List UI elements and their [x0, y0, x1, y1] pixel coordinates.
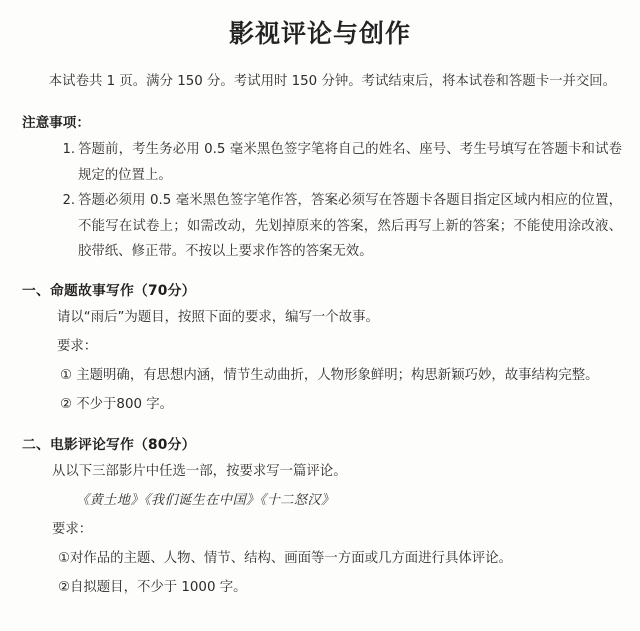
- section-heading: 二、电影评论写作（80分）: [22, 436, 196, 453]
- document-body: [0, 69, 640, 602]
- exam-intro-paragraph: 本试卷共 1 页。满分 150 分。考试用时 150 分钟。考试结束后，将本试卷和答题卡一并交回。: [48, 74, 617, 90]
- section-film-review-writing: [22, 433, 622, 602]
- section-prompt: 请以“雨后”为题目，按照下面的要求，编写一个故事。: [57, 309, 379, 325]
- section-body: [22, 457, 622, 602]
- requirements-label: 要求：: [57, 338, 98, 354]
- notice-item-number: 2.: [62, 193, 75, 209]
- section-prompt: 从以下三部影片中任选一部，按要求写一篇评论。: [52, 463, 347, 479]
- requirement-item: ① 主题明确，有思想内涵，情节生动曲折，人物形象鲜明；构思新颖巧妙，故事结构完整。: [60, 367, 599, 383]
- section-story-writing: [22, 279, 622, 419]
- notice-item-text: 答题前，考生务必用 0.5 毫米黑色签字笔将自己的姓名、座号、考生号填写在答题卡和试卷规定的位置上。: [78, 142, 622, 183]
- requirement-item: ①对作品的主题、人物、情节、结构、画面等一方面或几方面进行具体评论。: [58, 550, 512, 566]
- notice-list-item: [22, 188, 622, 265]
- notice-list: [22, 137, 622, 265]
- notice-item-number: 1.: [62, 142, 75, 158]
- page-title: 影视评论与创作: [228, 19, 411, 48]
- requirement-item: ②自拟题目，不少于 1000 字。: [58, 579, 247, 595]
- notice-heading: 注意事项：: [22, 115, 90, 132]
- requirement-item: ② 不少于800 字。: [60, 396, 174, 412]
- film-title-list: 《黄土地》《我们诞生在中国》《十二怒汉》: [76, 492, 335, 508]
- section-body: [22, 303, 622, 419]
- requirements-label: 要求：: [52, 521, 93, 537]
- notice-list-item: [22, 137, 622, 188]
- notice-item-text: 答题必须用 0.5 毫米黑色签字笔作答，答案必须写在答题卡各题目指定区域内相应的位置，不能写在试卷上；如需改动，先划掉原来的答案，然后再写上新的答案；不能使用涂改液、胶带纸、修正带。不按以上要求作答的答案无效。: [78, 193, 622, 260]
- section-heading: 一、命题故事写作（70分）: [22, 282, 196, 299]
